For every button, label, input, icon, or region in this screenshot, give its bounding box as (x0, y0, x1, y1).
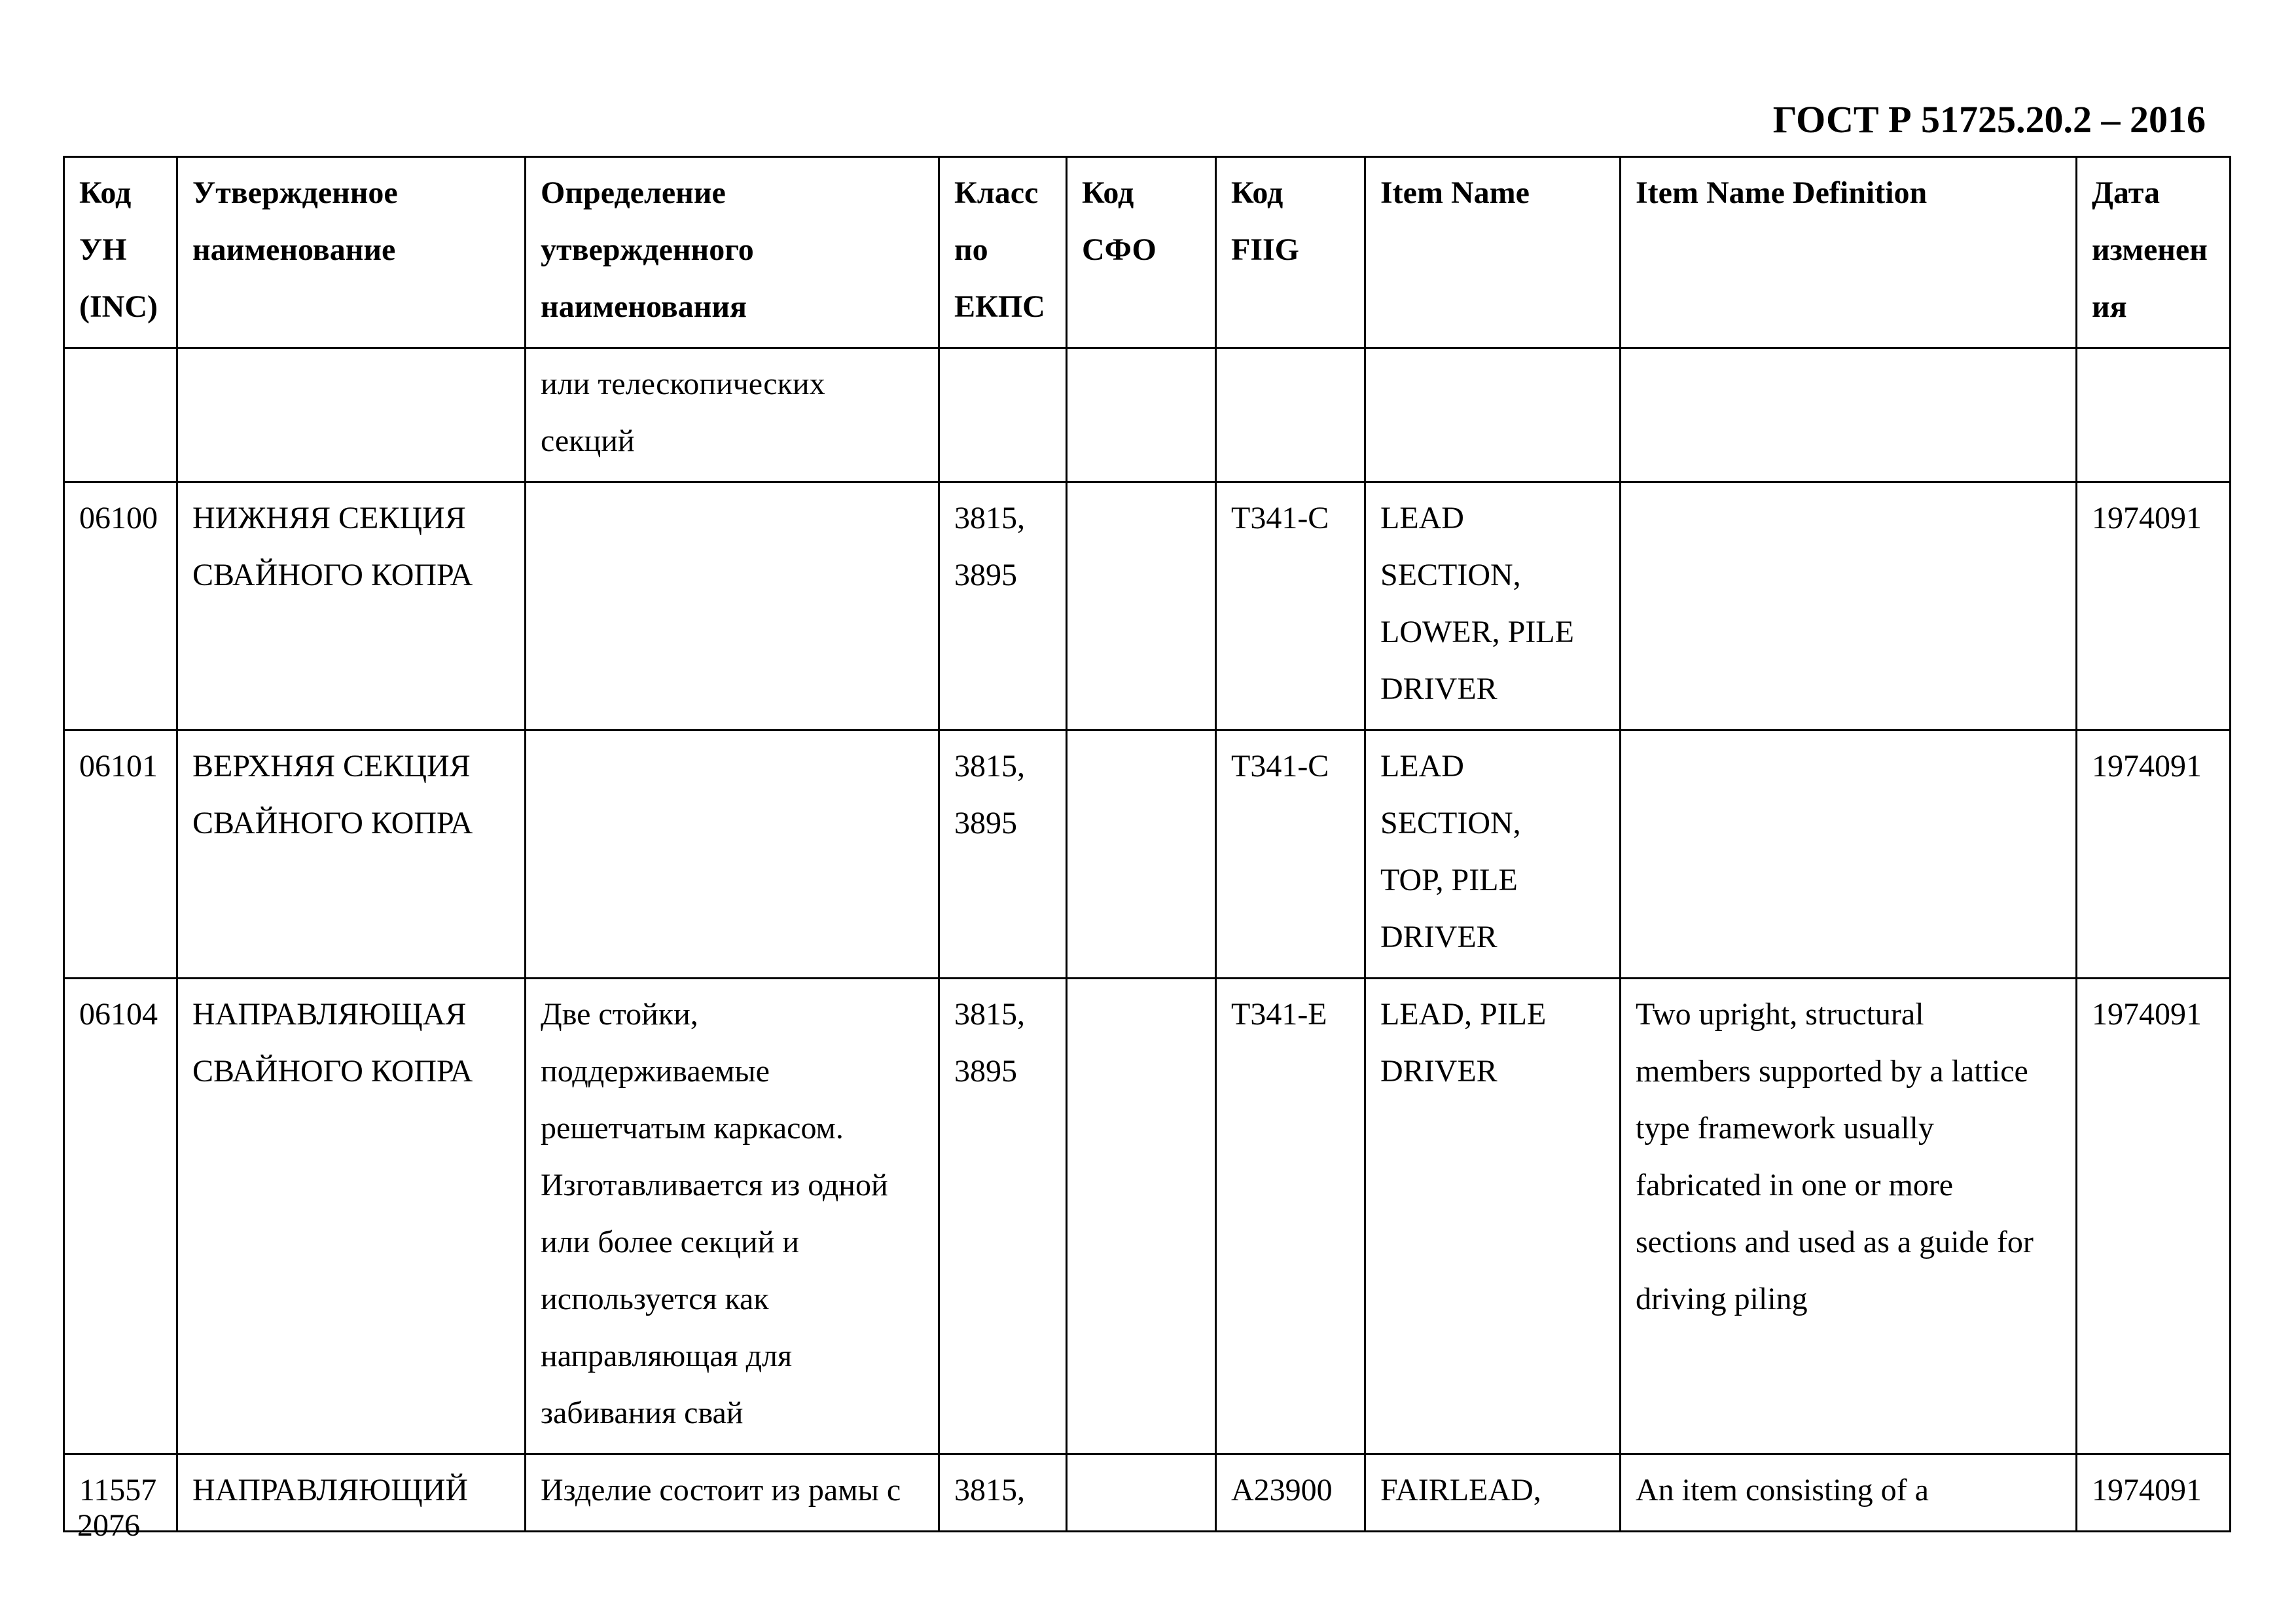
cell-text-line: 1974091 (2092, 1473, 2202, 1507)
cell-change-date (2077, 1454, 2231, 1532)
cell-text-line: LEAD (1380, 501, 1464, 535)
header-inc (64, 157, 177, 348)
cell-text-line: SECTION, (1380, 558, 1521, 592)
cell-item-name-definition (1621, 731, 2077, 979)
header-change-date (2077, 157, 2231, 348)
cell-text-line: Изделие состоит из рамы с (541, 1473, 901, 1507)
cell-text-line: LEAD (1380, 749, 1464, 784)
table-body (64, 348, 2231, 1532)
header-line: УН (79, 232, 127, 267)
header-line: Код (79, 175, 132, 210)
cell-approved-name (177, 482, 526, 731)
cell-text-line: решетчатым каркасом. (541, 1111, 844, 1146)
cell-text-line: СВАЙНОГО КОПРА (192, 558, 473, 592)
cell-item-name (1365, 482, 1621, 731)
cell-text-line: Two upright, structural (1636, 997, 1924, 1032)
header-line: СФО (1082, 232, 1157, 267)
cell-ekps-class (939, 979, 1067, 1454)
cell-text-line: An item consisting of a (1636, 1473, 1929, 1507)
cell-approved-name (177, 1454, 526, 1532)
cell-ekps-class (939, 348, 1067, 482)
cell-text-line: 1974091 (2092, 749, 2202, 784)
cell-inc (64, 979, 177, 1454)
cell-text-line: members supported by a lattice (1636, 1054, 2028, 1089)
cell-ekps-class (939, 1454, 1067, 1532)
cell-fiig-code (1216, 1454, 1365, 1532)
cell-text-line: Изготавливается из одной (541, 1168, 888, 1202)
cell-text-line: 3815, (954, 749, 1025, 784)
cell-text-line: 3815, (954, 1473, 1025, 1507)
cell-text-line: НАПРАВЛЯЮЩАЯ (192, 997, 467, 1032)
cell-text-line: или телескопических (541, 367, 825, 401)
cell-approved-name (177, 979, 526, 1454)
header-definition (526, 157, 939, 348)
cell-text-line: sections and used as a guide for (1636, 1225, 2034, 1259)
header-line: изменен (2092, 232, 2208, 267)
header-line: Дата (2092, 175, 2160, 210)
header-line: Утвержденное (192, 175, 398, 210)
cell-text-line: SECTION, (1380, 806, 1521, 840)
table-row (64, 1454, 2231, 1532)
cell-sfo-code (1067, 1454, 1216, 1532)
cell-text-line: СВАЙНОГО КОПРА (192, 806, 473, 840)
cell-definition (526, 482, 939, 731)
header-fiig-code (1216, 157, 1365, 348)
header-ekps-class (939, 157, 1067, 348)
cell-inc (64, 348, 177, 482)
header-line: наименования (541, 289, 747, 324)
header-line: Item Name Definition (1636, 175, 1928, 210)
cell-definition (526, 1454, 939, 1532)
cell-change-date (2077, 482, 2231, 731)
cell-text-line: DRIVER (1380, 672, 1498, 706)
header-approved-name (177, 157, 526, 348)
header-item-name (1365, 157, 1621, 348)
header-line: ЕКПС (954, 289, 1045, 324)
cell-sfo-code (1067, 731, 1216, 979)
table-row (64, 482, 2231, 731)
cell-text-line: FAIRLEAD, (1380, 1473, 1541, 1507)
cell-text-line: 3895 (954, 558, 1017, 592)
header-line: FIIG (1231, 232, 1300, 267)
cell-item-name-definition (1621, 979, 2077, 1454)
header-line: (INC) (79, 289, 158, 324)
header-line: Item Name (1380, 175, 1530, 210)
header-line: наименование (192, 232, 396, 267)
cell-text-line: LOWER, PILE (1380, 615, 1574, 649)
cell-text-line: НАПРАВЛЯЮЩИЙ (192, 1473, 469, 1507)
table-header-row (64, 157, 2231, 348)
cell-text-line: секций (541, 424, 635, 458)
cell-text-line: 3815, (954, 501, 1025, 535)
cell-sfo-code (1067, 348, 1216, 482)
cell-text-line: ВЕРХНЯЯ СЕКЦИЯ (192, 749, 471, 784)
cell-item-name-definition (1621, 1454, 2077, 1532)
document-standard-header: ГОСТ Р 51725.20.2 – 2016 (1772, 98, 2206, 141)
cell-text-line: TOP, PILE (1380, 863, 1518, 897)
cell-text-line: DRIVER (1380, 920, 1498, 954)
cell-item-name (1365, 1454, 1621, 1532)
cell-text-line: 1974091 (2092, 997, 2202, 1032)
cell-fiig-code (1216, 979, 1365, 1454)
cell-text-line: fabricated in one or more (1636, 1168, 1954, 1202)
cell-approved-name (177, 731, 526, 979)
cell-item-name-definition (1621, 482, 2077, 731)
cell-text-line: 06104 (79, 997, 158, 1032)
table-row (64, 979, 2231, 1454)
cell-text-line: или более секций и (541, 1225, 799, 1259)
cell-ekps-class (939, 482, 1067, 731)
cell-item-name (1365, 979, 1621, 1454)
table-row (64, 731, 2231, 979)
table-row (64, 348, 2231, 482)
cell-text-line: LEAD, PILE (1380, 997, 1547, 1032)
cell-item-name (1365, 731, 1621, 979)
cell-text-line: забивания свай (541, 1396, 744, 1430)
cell-inc (64, 731, 177, 979)
cell-change-date (2077, 348, 2231, 482)
header-line: по (954, 232, 988, 267)
cell-text-line: driving piling (1636, 1282, 1808, 1316)
cell-ekps-class (939, 731, 1067, 979)
cell-item-name (1365, 348, 1621, 482)
cell-text-line: 11557 (79, 1473, 157, 1507)
cell-inc (64, 482, 177, 731)
cell-text-line: DRIVER (1380, 1054, 1498, 1089)
cell-definition (526, 979, 939, 1454)
header-sfo-code (1067, 157, 1216, 348)
cell-fiig-code (1216, 731, 1365, 979)
cell-text-line: используется как (541, 1282, 769, 1316)
cell-item-name-definition (1621, 348, 2077, 482)
page-number: 2076 (77, 1508, 140, 1543)
cell-text-line: 06101 (79, 749, 158, 784)
cell-fiig-code (1216, 348, 1365, 482)
cell-text-line: 3815, (954, 997, 1025, 1032)
cell-text-line: T341-C (1231, 501, 1329, 535)
cell-text-line: A23900 (1231, 1473, 1333, 1507)
cell-change-date (2077, 731, 2231, 979)
cell-fiig-code (1216, 482, 1365, 731)
cell-text-line: T341-C (1231, 749, 1329, 784)
cell-text-line: 3895 (954, 806, 1017, 840)
cell-definition (526, 731, 939, 979)
cell-text-line: 3895 (954, 1054, 1017, 1089)
cell-text-line: 1974091 (2092, 501, 2202, 535)
cell-text-line: 06100 (79, 501, 158, 535)
header-line: Определение (541, 175, 726, 210)
cell-text-line: T341-E (1231, 997, 1327, 1032)
cell-text-line: поддерживаемые (541, 1054, 770, 1089)
header-line: утвержденного (541, 232, 754, 267)
header-line: ия (2092, 289, 2127, 324)
cell-text-line: Две стойки, (541, 997, 698, 1032)
header-line: Код (1082, 175, 1134, 210)
cell-sfo-code (1067, 482, 1216, 731)
cell-change-date (2077, 979, 2231, 1454)
header-line: Класс (954, 175, 1039, 210)
cell-text-line: СВАЙНОГО КОПРА (192, 1054, 473, 1089)
cell-approved-name (177, 348, 526, 482)
cell-text-line: НИЖНЯЯ СЕКЦИЯ (192, 501, 466, 535)
item-name-table (63, 156, 2231, 1532)
header-line: Код (1231, 175, 1283, 210)
cell-text-line: направляющая для (541, 1339, 793, 1373)
cell-text-line: type framework usually (1636, 1111, 1934, 1146)
header-item-name-definition (1621, 157, 2077, 348)
cell-sfo-code (1067, 979, 1216, 1454)
cell-definition (526, 348, 939, 482)
